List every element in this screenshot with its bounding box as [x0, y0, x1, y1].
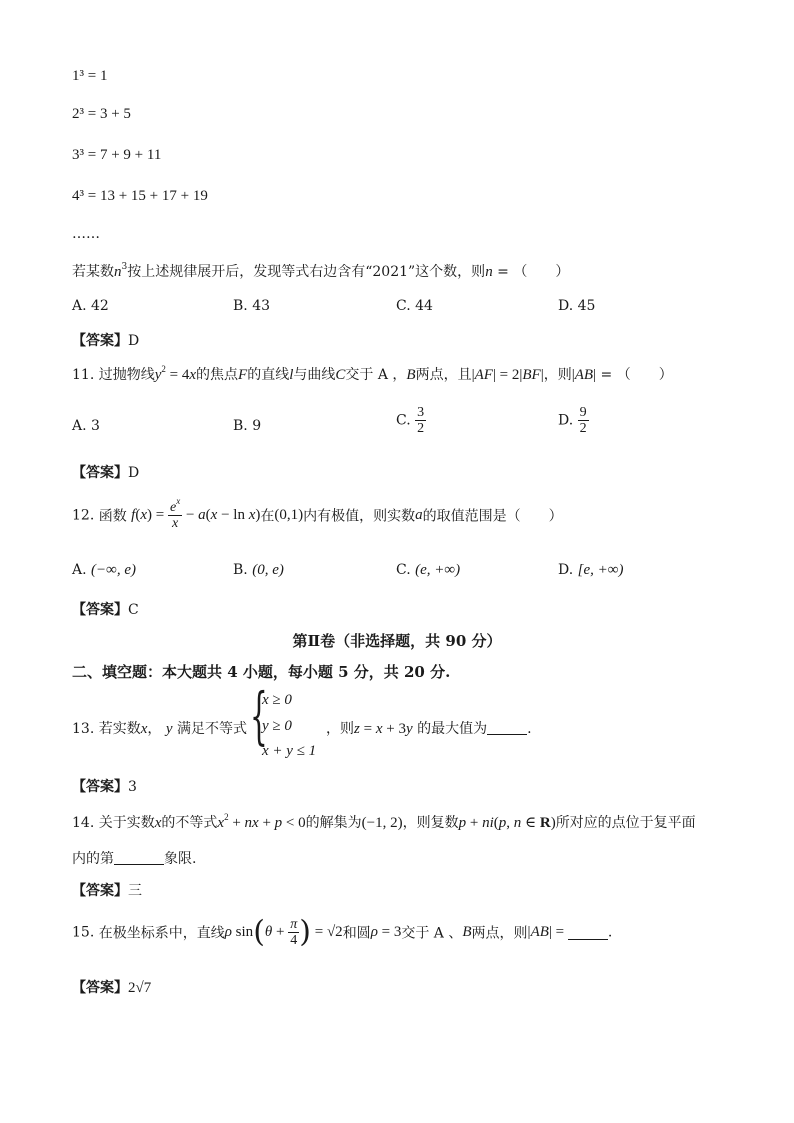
q13-text-a: 若实数: [98, 721, 141, 737]
q12-option-a[interactable]: [72, 562, 136, 579]
answer-label: 【答案】: [72, 465, 128, 481]
answer-blank[interactable]: [568, 925, 608, 940]
q15-text-a: 在极坐标系中，直线: [98, 925, 225, 942]
option-label: B.: [233, 562, 248, 578]
q13-constraint-2: y ≥ 0: [262, 718, 292, 734]
denominator: 2: [579, 421, 587, 436]
q10-stem-b: 按上述规律展开后，发现等式右边含有“2021”这个数，则: [127, 264, 486, 280]
q10-stem-c: = （ ）: [492, 264, 570, 280]
option-label: D.: [558, 562, 574, 578]
answer-value: 3: [128, 779, 137, 795]
q13-text-d: 的最大值为: [417, 721, 488, 737]
q15-answer: [72, 977, 151, 997]
pattern-ellipsis: ……: [72, 226, 100, 242]
q11-text-g: ，则: [543, 367, 572, 383]
q14-text-d: ，则复数: [402, 815, 459, 831]
q11-option-c[interactable]: [396, 405, 426, 436]
answer-value: D: [128, 333, 140, 349]
q10-option-b[interactable]: B. 43: [233, 298, 271, 314]
q12-number: 12.: [72, 507, 95, 524]
pattern-line-1: 1³ = 1: [72, 68, 108, 84]
answer-blank[interactable]: [487, 720, 527, 735]
denominator: 2: [417, 421, 425, 436]
q12-answer: [72, 599, 139, 619]
answer-blank[interactable]: [114, 850, 164, 865]
q13-text-b: 满足不等式: [176, 721, 247, 737]
q11-number: 11.: [72, 367, 95, 383]
q13-constraint-3: x + y ≤ 1: [262, 743, 317, 759]
q15-number: 15.: [72, 924, 95, 941]
numerator: 9: [579, 405, 587, 420]
q11-text-a: 过抛物线: [98, 367, 155, 383]
q12-option-c[interactable]: [396, 562, 460, 579]
answer-value: C: [128, 602, 139, 618]
q15-text-c: 交于 A 、: [401, 925, 463, 942]
q12-option-b[interactable]: [233, 562, 284, 579]
q10-option-d[interactable]: D. 45: [558, 298, 596, 314]
answer-label: 【答案】: [72, 779, 128, 795]
answer-label: 【答案】: [72, 883, 128, 899]
q15-text-d: 两点，则: [471, 925, 528, 942]
q13-stem-left: 13. 若实数x， y 满足不等式: [72, 721, 247, 737]
q11-d-fraction: [578, 405, 589, 436]
q13-end: .: [527, 721, 532, 737]
q14-stem-line1: 14. 关于实数x的不等式$x^2$ + nx + p < 0的解集为(−1, 2)，则复数p + ni(p, n ∈ R)所对应的点位于复平面: [72, 812, 696, 831]
option-value: [e, +∞): [577, 562, 624, 578]
answer-label: 【答案】: [72, 602, 128, 618]
q11-text-e: 交于 A ，: [345, 367, 407, 383]
q12-text-c: 内有极值，则实数: [303, 508, 416, 525]
q14-text-a: 关于实数: [98, 815, 155, 831]
q11-text-c: 的直线: [247, 367, 290, 383]
answer-value: D: [128, 465, 140, 481]
answer-value: 2√7: [128, 980, 152, 996]
q10-stem-a: 若某数: [72, 264, 114, 280]
part-heading: 二、填空题：本大题共 4 小题，每小题 5 分，共 20 分.: [72, 663, 451, 681]
option-label: D.: [558, 412, 574, 429]
q10-stem: 若某数$n^3$按上述规律展开后，发现等式右边含有“2021”这个数，则n = （ ）: [72, 262, 570, 280]
q12-text-b: 在: [260, 508, 275, 525]
q11-answer: [72, 462, 139, 482]
answer-label: 【答案】: [72, 333, 128, 349]
q11-option-d[interactable]: [558, 405, 589, 436]
option-label: C.: [396, 562, 411, 578]
pattern-line-2: 2³ = 3 + 5: [72, 106, 131, 122]
answer-label: 【答案】: [72, 980, 128, 996]
q12-stem: 12. 函数 f(x) = $\frac{e^x}{x}$ − a(x − ln x)在(0,1)内有极值，则实数a的取值范围是（ ）: [72, 496, 563, 531]
q10-option-a[interactable]: A. 42: [72, 298, 109, 314]
q11-c-fraction: [415, 405, 426, 436]
q13-answer: [72, 776, 137, 796]
option-label: A.: [72, 562, 87, 578]
option-value: (−∞, e): [91, 562, 136, 578]
option-label: C.: [396, 412, 411, 429]
q13-number: 13.: [72, 721, 95, 737]
q12-text-d: 的取值范围是（ ）: [422, 508, 563, 525]
q14-text-b: 的不等式: [161, 815, 218, 831]
q13-stem-right: ，则z = x + 3y 的最大值为 .: [326, 721, 532, 737]
q14-text-c: 的解集为: [305, 815, 362, 831]
q14-line2-a: 内的第: [72, 851, 114, 867]
option-value: (0, e): [252, 562, 284, 578]
q11-stem: 11. 过抛物线$y^2 = 4x$的焦点F的直线l与曲线C交于 A ，B两点，且|AF| = 2|BF|，则|AB| = （ ）: [72, 364, 673, 383]
q14-line2-b: 象限.: [164, 851, 197, 867]
option-value: (e, +∞): [415, 562, 461, 578]
q14-number: 14.: [72, 815, 95, 831]
q14-stem-line2: [72, 848, 196, 868]
q13-constraint-1: x ≥ 0: [262, 692, 292, 708]
pattern-line-4: 4³ = 13 + 15 + 17 + 19: [72, 188, 208, 204]
q15-end: .: [607, 924, 613, 941]
q10-option-c[interactable]: C. 44: [396, 298, 433, 314]
q11-text-b: 的焦点: [196, 367, 239, 383]
system-brace: {: [250, 679, 268, 752]
q11-text-h: = （ ）: [596, 367, 673, 383]
q14-answer: [72, 880, 142, 900]
q13-text-c: ，则: [326, 721, 354, 737]
q15-stem: 15. 在极坐标系中，直线ρ sin(θ + $\frac{\pi}{4}$ ) = √2和圆ρ = 3交于 A 、B两点，则|AB| = .: [72, 914, 613, 950]
q14-text-e: 所对应的点位于复平面: [555, 815, 696, 831]
q11-option-b[interactable]: B. 9: [233, 418, 262, 434]
section-title: 第Ⅱ卷（非选择题，共 90 分）: [292, 632, 502, 650]
q11-text-d: 与曲线: [293, 367, 336, 383]
answer-value: 三: [128, 883, 142, 899]
q11-option-a[interactable]: A. 3: [72, 418, 100, 434]
q12-option-d[interactable]: [558, 562, 623, 579]
q10-answer: [72, 330, 139, 350]
q12-text-a: 函数: [98, 508, 127, 525]
pattern-line-3: 3³ = 7 + 9 + 11: [72, 147, 162, 163]
numerator: 3: [417, 405, 425, 420]
q11-text-f: 两点，且: [415, 367, 472, 383]
q15-text-b: 和圆: [342, 925, 371, 942]
